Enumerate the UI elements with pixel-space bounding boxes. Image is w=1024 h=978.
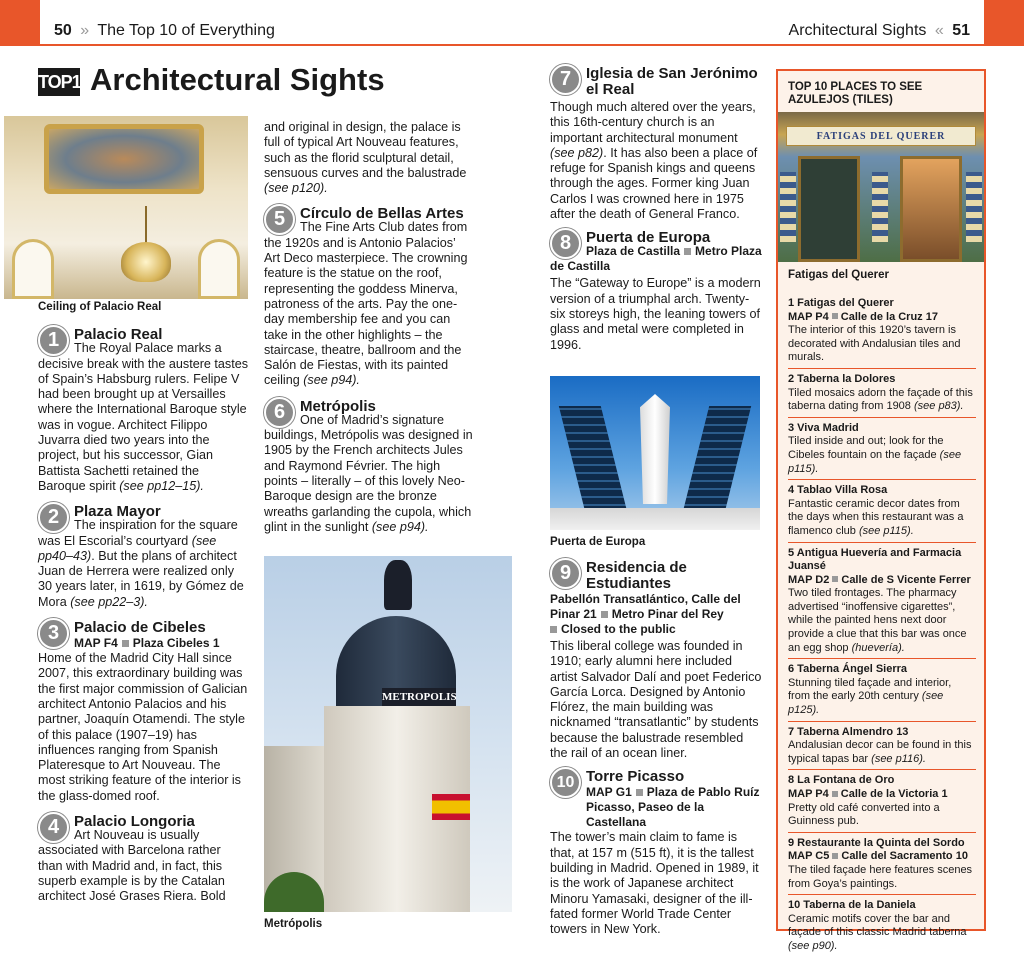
square-bullet-icon <box>636 789 643 796</box>
sidebar-list-item <box>788 659 976 721</box>
sidebar-item-body: Fantastic ceramic decor dates from the days when this restaurant was a flamenco club <box>788 497 964 537</box>
top10-logo: TOP10 <box>38 68 80 96</box>
metropolis-photo <box>264 556 512 912</box>
entry-metropolis <box>264 397 474 535</box>
entry-number-badge: 5 <box>264 204 295 235</box>
sidebar-list <box>788 293 976 957</box>
entry-title: Residencia de Estudiantes <box>586 559 687 592</box>
sidebar-item-body: The tiled façade here features scenes from Goya’s paintings. <box>788 863 973 890</box>
entry-text: Home of the Madrid City Hall since 2007, this extraordinary building was the first major commission of Galician architect Antonio Palacios and his partner, Joaquín Otamendi. The style of this palace (1907–19) has influences ranging from Spanish Plateresque to Art Nouveau. The most striking feature of the interior is the glass-domed roof. <box>38 651 248 803</box>
metro-stop: Metro Pinar del Rey <box>611 607 724 621</box>
square-bullet-icon <box>122 640 129 647</box>
sidebar-item-title: 4 Tablao Villa Rosa <box>788 484 888 497</box>
page-reference: (see p125). <box>788 690 944 717</box>
tavern-sign: FATIGAS DEL QUERER <box>786 126 976 146</box>
sidebar-item-title: 6 Taberna Ángel Sierra <box>788 663 908 676</box>
left-page-number: 50 <box>54 22 72 39</box>
sidebar-item-title: 10 Taberna de la Daniela <box>788 899 916 912</box>
address: Plaza Cibeles 1 <box>132 636 220 651</box>
page-reference: (see p94). <box>371 519 429 534</box>
sidebar-heading: TOP 10 PLACES TO SEE AZULEJOS (TILES) <box>788 81 923 106</box>
sidebar-item-title: 8 La Fontana de Oro <box>788 774 895 787</box>
entry-text: This liberal college was founded in 1910; early alumni here included artist Salvador Dalí and poet Federico García Lorca. Designed by Antonio Flórez, the main building was nicknamed “transatlantic” by students because the balustrade resembled the rail of an ocean liner. <box>550 639 762 761</box>
sidebar-item-title: 9 Restaurante la Quinta del Sordo <box>788 836 965 849</box>
puerta-de-europa-caption: Puerta de Europa <box>550 536 646 548</box>
square-bullet-icon <box>550 626 557 633</box>
page-reference: (see p115). <box>788 448 962 475</box>
left-running-head <box>54 22 275 40</box>
entry-title: Palacio Longoria <box>74 813 195 831</box>
square-bullet-icon <box>601 611 608 618</box>
sidebar-item-title: 1 Fatigas del Querer <box>788 297 894 309</box>
sidebar-item-title: 5 Antigua Huevería and Farmacia Juansé <box>788 546 962 573</box>
address: Plaza de Pablo Ruíz Picasso, Paseo de la Castellana <box>586 785 760 830</box>
sidebar-list-item <box>788 833 976 895</box>
sidebar-list-item <box>788 369 976 418</box>
sidebar-item-body: Two tiled frontages. The pharmacy advertised “inoffensive cigarettes”, while the painted hens next door provide a clue that this bar was once an egg shop <box>788 587 967 654</box>
right-guillemet-icon: » <box>80 22 90 39</box>
entry-text: The “Gateway to Europe” is a modern version of a triumphal arch. Twenty-six storeys high, the leaning towers of glass and metal were completed in 1996. <box>550 276 761 352</box>
entry-title: Palacio de Cibeles <box>74 619 206 637</box>
entry-circulo-de-bellas-artes <box>264 204 474 388</box>
map-ref: MAP F4 <box>74 636 118 651</box>
sidebar-item-text <box>788 387 976 414</box>
sidebar-item-body: Tiled inside and out; look for the Cibeles fountain on the façade <box>788 435 944 461</box>
left-section-title: The Top 10 of Everything <box>97 22 275 39</box>
entry-text: and original in design, the palace is full of typical Art Nouveau features, such as the florid sculptural detail, sensuous curves and the balustrade <box>264 120 467 180</box>
entry-number-badge: 8 <box>550 228 581 259</box>
sidebar-list-item <box>788 895 976 956</box>
column-3 <box>550 64 762 355</box>
address: Calle de la Victoria 1 <box>840 788 948 800</box>
sidebar-item-body: Andalusian decor can be found in this typical tapas bar <box>788 739 972 765</box>
sidebar-list-item <box>788 480 976 542</box>
entry-meta <box>74 636 248 651</box>
sidebar-item-title: 2 Taberna la Dolores <box>788 372 896 385</box>
entry-text: The inspiration for the square was El Escorial’s courtyard <box>38 518 238 548</box>
access-note: Closed to the public <box>561 622 676 636</box>
entry-title: Iglesia de San Jerónimo el Real <box>586 65 758 98</box>
sidebar-item-text <box>788 324 976 365</box>
map-ref: MAP C5 <box>788 850 830 863</box>
square-bullet-icon <box>832 791 838 797</box>
sidebar-item-body: The interior of this 1920’s tavern is decorated with Andalusian tiles and murals. <box>788 324 961 364</box>
sidebar-item-meta <box>788 788 976 802</box>
entry-residencia-de-estudiantes <box>550 558 762 761</box>
entry-number-badge: 1 <box>38 325 69 356</box>
entry-palacio-longoria <box>38 812 248 904</box>
address: Pabellón Transatlántico, Calle del Pinar 21 <box>550 592 741 621</box>
entry-title: Puerta de Europa <box>586 229 711 247</box>
page-reference: (see p90). <box>788 939 838 952</box>
sidebar-item-title: 7 Taberna Almendro 13 <box>788 725 909 738</box>
address: Plaza de Castilla <box>586 244 681 259</box>
palacio-real-ceiling-photo <box>4 116 248 299</box>
fatigas-caption: Fatigas del Querer <box>788 269 889 281</box>
metropolis-caption: Metrópolis <box>264 918 323 930</box>
fatigas-del-querer-photo <box>778 112 984 262</box>
sidebar-list-item <box>788 770 976 832</box>
entry-number-badge: 6 <box>264 397 295 428</box>
page-reference: (huevería). <box>851 641 905 654</box>
entry-torre-picasso <box>550 767 762 937</box>
entry-text: The Royal Palace marks a decisive break with the austere tastes of Spain’s Habsburg rulers. Felipe V had been brought up at Versailles where the International Baroque style was in vogue. Architect Filippo Juvarra died two years into the project, but his successor, Gian Battista Sachetti retained the Baroque spirit <box>38 341 249 493</box>
map-ref: MAP G1 <box>586 785 632 800</box>
column-3-lower <box>550 558 762 939</box>
column-1 <box>38 300 248 907</box>
sidebar-item-meta <box>788 311 976 325</box>
entry-iglesia-san-jeronimo <box>550 64 762 222</box>
right-section-title: Architectural Sights <box>788 22 927 39</box>
entry-text: Though much altered over the years, this 16th-century church is an important architectural monument <box>550 100 756 145</box>
sidebar-item-text <box>788 435 976 476</box>
entry-number-badge: 3 <box>38 618 69 649</box>
entry-meta <box>550 592 762 637</box>
entry-title: Círculo de Bellas Artes <box>300 205 464 223</box>
left-page-tab <box>0 0 40 46</box>
sidebar-item-text <box>788 677 976 718</box>
square-bullet-icon <box>832 313 838 319</box>
entry-plaza-mayor <box>38 502 248 610</box>
entry-number-badge: 2 <box>38 502 69 533</box>
page-reference: (see p120). <box>264 181 328 196</box>
sidebar-item-body: Stunning tiled façade and interior, from the early 20th century <box>788 676 952 703</box>
sidebar-item-text <box>788 864 976 891</box>
sidebar-item-meta <box>788 574 976 588</box>
entry-title: Metrópolis <box>300 397 376 415</box>
entry-title: Torre Picasso <box>586 768 685 786</box>
metro-stop: Metro Plaza de Castilla <box>550 244 762 274</box>
map-ref: MAP D2 <box>788 573 830 586</box>
sidebar-list-item <box>788 418 976 480</box>
sidebar-item-meta <box>788 850 976 864</box>
entry-number-badge: 10 <box>550 767 581 798</box>
page-reference: (see p94). <box>303 373 360 388</box>
spanish-flag-icon <box>432 794 470 820</box>
right-running-head <box>789 22 970 40</box>
entry-meta <box>586 785 762 830</box>
entry-text: The tower’s main claim to fame is that, at 157 m (515 ft), it is the tallest building in Madrid. Opened in 1989, it is the work of Japanese architect Minoru Yamasaki, designer of the ill-fated former World Trade Center towers in New York. <box>550 830 759 937</box>
page-reference: (see p83). <box>913 400 964 413</box>
square-bullet-icon <box>832 853 838 859</box>
sidebar-item-title: 3 Viva Madrid <box>788 421 859 434</box>
page-reference: (see p116). <box>871 752 926 765</box>
sidebar-item-text <box>788 587 976 655</box>
right-page-tab <box>984 0 1024 46</box>
sidebar-list-item <box>788 722 976 771</box>
entry-palacio-de-cibeles <box>38 618 248 804</box>
sidebar-list-item <box>788 543 976 660</box>
right-page-number: 51 <box>952 22 970 39</box>
metropolis-sign: METROPOLIS <box>382 688 456 706</box>
sidebar-item-text <box>788 498 976 539</box>
entry-number-badge: 9 <box>550 558 581 589</box>
address: Calle de S Vicente Ferrer <box>841 573 971 586</box>
sidebar-item-text <box>788 739 976 766</box>
entry-palacio-real <box>38 325 248 494</box>
sidebar-item-text <box>788 802 976 829</box>
entry-title: Palacio Real <box>74 326 163 344</box>
page-reference: (see pp12–15). <box>119 478 204 493</box>
sidebar-item-body: Ceramic motifs cover the bar and façade of this classic Madrid taberna <box>788 912 967 939</box>
entry-text: . It has also been a place of refuge for Spanish kings and queens through the ages. Former king Juan Carlos I was crowned here in 1975 after the death of General Franco. <box>550 145 758 222</box>
square-bullet-icon <box>832 576 838 582</box>
entry-number-badge: 4 <box>38 812 69 843</box>
page-reference: (see pp40–43) <box>38 533 217 563</box>
page-reference: (see p82) <box>550 145 604 160</box>
address: Calle de la Cruz 17 <box>840 310 938 323</box>
page-reference: (see p115). <box>858 524 914 537</box>
entry-text: . But the plans of architect Juan de Herrera were realized only 30 years later, in 1619, by Gómez de Mora <box>38 548 244 609</box>
map-ref: MAP P4 <box>788 788 829 800</box>
entry-title: Plaza Mayor <box>74 503 161 521</box>
page-reference: (see pp22–3). <box>70 594 148 609</box>
running-header <box>0 0 1024 46</box>
page-title: Architectural Sights <box>90 62 385 97</box>
puerta-de-europa-photo <box>550 376 760 530</box>
entry-puerta-de-europa <box>550 228 762 352</box>
sidebar-item-body: Tiled mosaics adorn the façade of this taberna dating from 1908 <box>788 386 973 413</box>
address: Calle del Sacramento 10 <box>841 850 968 863</box>
sidebar-item-text <box>788 913 976 954</box>
left-guillemet-icon: « <box>934 22 944 39</box>
sidebar-list-item <box>788 293 976 369</box>
entry-number-badge: 7 <box>550 64 581 95</box>
palacio-real-caption: Ceiling of Palacio Real <box>38 301 162 313</box>
sidebar-item-body: Pretty old café converted into a Guinness pub. <box>788 801 940 828</box>
column-2 <box>264 120 474 537</box>
map-ref: MAP P4 <box>788 310 829 323</box>
entry-text: The Fine Arts Club dates from the 1920s and is Antonio Palacios’ Art Deco masterpiece. The crowning feature is the statue on the roof, representing the goddess Minerva, patroness of the arts. Pay the one-day membership fee and you can take in the other highlights – the staircase, theatre, ballroom and the Salón de Fiestas, with its painted ceiling <box>264 220 468 388</box>
entry-text: Art Nouveau is usually associated with Barcelona rather than with Madrid and, in fact, this superb example is by the Catalan architect José Grases Riera. Bold <box>38 828 226 904</box>
entry-text: One of Madrid’s signature buildings, Metrópolis was designed in 1905 by the French architects Jules and Raymond Février. The high points – literally – of this lovely Neo-Baroque design are the bronze wreaths garlanding the cupola, which glint in the sunlight <box>264 412 473 534</box>
